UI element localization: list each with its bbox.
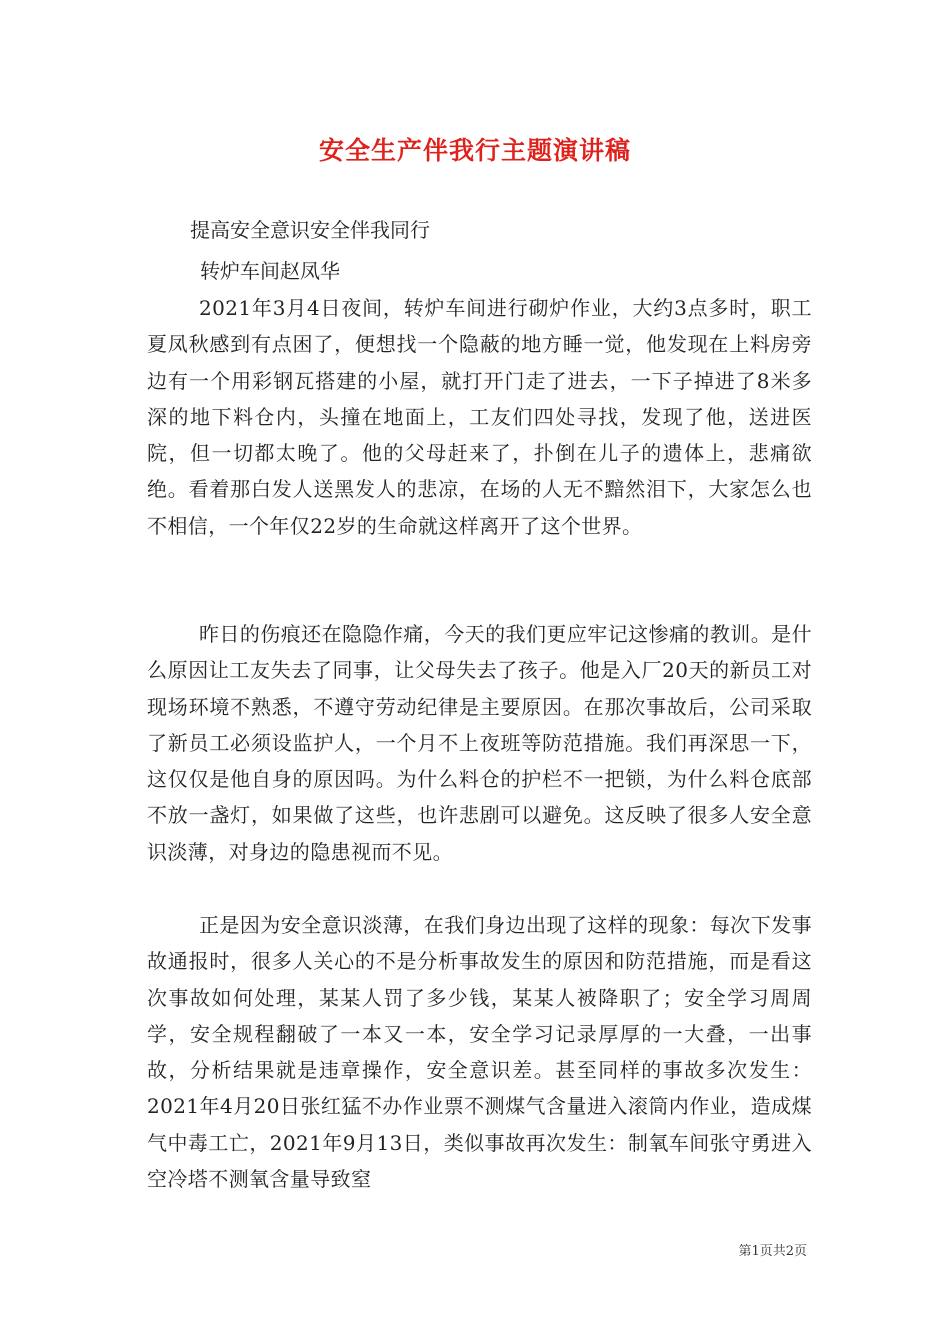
paragraph-2: 昨日的伤痕还在隐隐作痛，今天的我们更应牢记这惨痛的教训。是什么原因让工友失去了同事，让父母失去了孩子。他是入厂20天的新员工对现场环境不熟悉，不遵守劳动纪律是主要原因。在那次事故后，公司采取了新员工必须设监护人，一个月不上夜班等防范措施。我们再深思一下，这仅仅是他自身的原因吗。为什么料仓的护栏不一把锁，为什么料仓底部不放一盏灯，如果做了这些，也许悲剧可以避免。这反映了很多人安全意识淡薄，对身边的隐患视而不见。 (147, 622, 812, 864)
paragraph-3: 正是因为安全意识淡薄，在我们身边出现了这样的现象：每次下发事故通报时，很多人关心的不是分析事故发生的原因和防范措施，而是看这次事故如何处理，某某人罚了多少钱，某某人被降职了；安全学习周周学，安全规程翻破了一本又一本，安全学习记录厚厚的一大叠，一出事故，分析结果就是违章操作，安全意识差。甚至同样的事故多次发生：2021年4月20日张红猛不办作业票不测煤气含量进入滚筒内作业，造成煤气中毒工亡，2021年9月13日，类似事故再次发生：制氧车间张守勇进入空冷塔不测氧含量导致窒 (147, 913, 812, 1192)
paragraph-1: 2021年3月4日夜间，转炉车间进行砌炉作业，大约3点多时，职工夏凤秋感到有点困了，便想找一个隐蔽的地方睡一觉，他发现在上料房旁边有一个用彩钢瓦搭建的小屋，就打开门走了进去，一下子掉进了8米多深的地下料仓内，头撞在地面上，工友们四处寻找，发现了他，送进医院，但一切都太晚了。他的父母赶来了，扑倒在儿子的遗体上，悲痛欲绝。看着那白发人送黑发人的悲凉，在场的人无不黯然泪下，大家怎么也不相信，一个年仅22岁的生命就这样离开了这个世界。 (147, 296, 812, 538)
document-author: 转炉车间赵凤华 (200, 259, 340, 283)
page-number-footer: 第1页共2页 (738, 1244, 807, 1259)
document-subtitle: 提高安全意识安全伴我同行 (190, 218, 430, 242)
document-title: 安全生产伴我行主题演讲稿 (318, 136, 631, 165)
